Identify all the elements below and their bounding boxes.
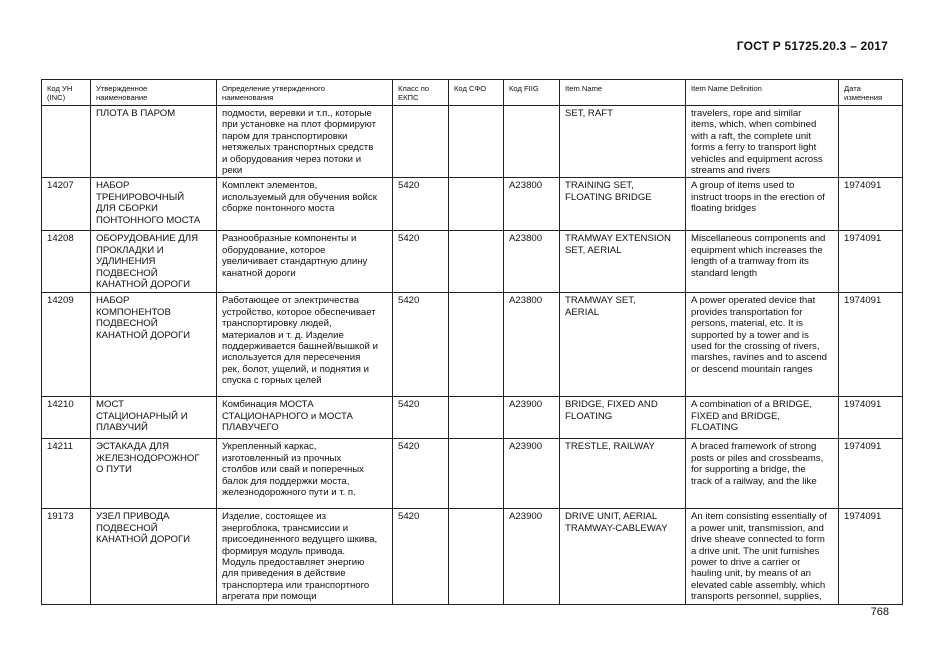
cell-item-def: A power operated device that provides transportation for persons, material, etc. It is supported by a tower and is used for the crossing of rivers, marshes, ravines and to ascend or descend mountain ranges bbox=[686, 293, 839, 397]
document-code: ГОСТ Р 51725.20.3 – 2017 bbox=[736, 39, 888, 53]
cell-item-name: TRESTLE, RAILWAY bbox=[560, 439, 686, 509]
header-col-item-name: Item Name bbox=[560, 80, 686, 106]
cell-item-name: BRIDGE, FIXED AND FLOATING bbox=[560, 397, 686, 439]
cell-fiig bbox=[504, 106, 560, 178]
cell-inc: 19173 bbox=[42, 509, 91, 605]
cell-item-name: TRAMWAY SET, AERIAL bbox=[560, 293, 686, 397]
header-col-def-ru: Определение утвержденного наименования bbox=[217, 80, 393, 106]
cell-fiig: A23900 bbox=[504, 439, 560, 509]
header-col-fiig: Код FIIG bbox=[504, 80, 560, 106]
cell-ekps: 5420 bbox=[393, 293, 449, 397]
cell-sfo bbox=[449, 439, 504, 509]
cell-name-ru: ОБОРУДОВАНИЕ ДЛЯ ПРОКЛАДКИ И УДЛИНЕНИЯ ПОДВЕСНОЙ КАНАТНОЙ ДОРОГИ bbox=[91, 231, 217, 293]
cell-item-name: SET, RAFT bbox=[560, 106, 686, 178]
table-row bbox=[42, 509, 903, 605]
table-row bbox=[42, 397, 903, 439]
page-number: 768 bbox=[870, 606, 889, 618]
table-row bbox=[42, 293, 903, 397]
cell-inc: 14209 bbox=[42, 293, 91, 397]
cell-name-ru: ЭСТАКАДА ДЛЯ ЖЕЛЕЗНОДОРОЖНОГ О ПУТИ bbox=[91, 439, 217, 509]
cell-item-name: TRAMWAY EXTENSION SET, AERIAL bbox=[560, 231, 686, 293]
header-col-item-def: Item Name Definition bbox=[686, 80, 839, 106]
table-header-row bbox=[42, 80, 903, 106]
cell-ekps: 5420 bbox=[393, 439, 449, 509]
table-row bbox=[42, 178, 903, 231]
cell-ekps: 5420 bbox=[393, 231, 449, 293]
cell-sfo bbox=[449, 231, 504, 293]
cell-name-ru: ПЛОТА В ПАРОМ bbox=[91, 106, 217, 178]
cell-item-def: Miscellaneous components and equipment which increases the length of a tramway from its standard length bbox=[686, 231, 839, 293]
cell-date: 1974091 bbox=[839, 231, 903, 293]
table-body bbox=[42, 106, 903, 605]
cell-item-def: travelers, rope and similar items, which, when combined with a raft, the complete unit forms a ferry to transport light vehicles and equipment across streams and rivers bbox=[686, 106, 839, 178]
cell-ekps: 5420 bbox=[393, 397, 449, 439]
cell-date: 1974091 bbox=[839, 397, 903, 439]
header-col-inc: Код УН (INC) bbox=[42, 80, 91, 106]
table-row bbox=[42, 231, 903, 293]
cell-name-ru: НАБОР ТРЕНИРОВОЧНЫЙ ДЛЯ СБОРКИ ПОНТОННОГО МОСТА bbox=[91, 178, 217, 231]
catalog-table bbox=[41, 79, 903, 605]
cell-sfo bbox=[449, 106, 504, 178]
cell-date bbox=[839, 106, 903, 178]
cell-def-ru: подмости, веревки и т.п., которые при установке на плот формируют паром для транспортировки нетяжелых транспортных средств и оборудования через потоки и реки bbox=[217, 106, 393, 178]
cell-def-ru: Комбинация МОСТА СТАЦИОНАРНОГО и МОСТА ПЛАВУЧЕГО bbox=[217, 397, 393, 439]
cell-fiig: A23800 bbox=[504, 293, 560, 397]
cell-date: 1974091 bbox=[839, 293, 903, 397]
cell-ekps: 5420 bbox=[393, 509, 449, 605]
cell-def-ru: Изделие, состоящее из энергоблока, трансмиссии и присоединенного ведущего шкива, формируя модуль привода. Модуль предоставляет энергию для приведения в действие транспортера или транспортного агрегата при помощи bbox=[217, 509, 393, 605]
cell-name-ru: УЗЕЛ ПРИВОДА ПОДВЕСНОЙ КАНАТНОЙ ДОРОГИ bbox=[91, 509, 217, 605]
cell-date: 1974091 bbox=[839, 509, 903, 605]
cell-item-name: TRAINING SET, FLOATING BRIDGE bbox=[560, 178, 686, 231]
header-col-sfo: Код СФО bbox=[449, 80, 504, 106]
cell-date: 1974091 bbox=[839, 178, 903, 231]
header-col-name-ru: Утвержденное наименование bbox=[91, 80, 217, 106]
header-col-ekps: Класс по ЕКПС bbox=[393, 80, 449, 106]
cell-item-def: An item consisting essentially of a power unit, transmission, and drive sheave connected to form a drive unit. The unit furnishes power to drive a carrier or hauling unit, by means of an elevated cable assembly, which transports personnel, supplies, bbox=[686, 509, 839, 605]
cell-name-ru: НАБОР КОМПОНЕНТОВ ПОДВЕСНОЙ КАНАТНОЙ ДОРОГИ bbox=[91, 293, 217, 397]
cell-item-def: A braced framework of strong posts or piles and crossbeams, for supporting a bridge, the track of a railway, and the like bbox=[686, 439, 839, 509]
cell-def-ru: Укрепленный каркас, изготовленный из прочных столбов или свай и поперечных балок для поддержки моста, железнодорожного пути и т. п. bbox=[217, 439, 393, 509]
cell-inc: 14210 bbox=[42, 397, 91, 439]
cell-inc: 14208 bbox=[42, 231, 91, 293]
cell-ekps bbox=[393, 106, 449, 178]
cell-inc: 14207 bbox=[42, 178, 91, 231]
cell-item-name: DRIVE UNIT, AERIAL TRAMWAY-CABLEWAY bbox=[560, 509, 686, 605]
cell-def-ru: Разнообразные компоненты и оборудование, которое увеличивает стандартную длину канатной дороги bbox=[217, 231, 393, 293]
cell-fiig: A23800 bbox=[504, 178, 560, 231]
table-row bbox=[42, 106, 903, 178]
cell-inc bbox=[42, 106, 91, 178]
cell-inc: 14211 bbox=[42, 439, 91, 509]
table-row bbox=[42, 439, 903, 509]
cell-def-ru: Работающее от электричества устройство, которое обеспечивает транспортировку людей, материалов и т. д. Изделие поддерживается башней/вышкой и используется для пересечения рек, болот, ущелий, и поднятия и спуска с горных целей bbox=[217, 293, 393, 397]
cell-sfo bbox=[449, 178, 504, 231]
cell-item-def: A group of items used to instruct troops in the erection of floating bridges bbox=[686, 178, 839, 231]
cell-date: 1974091 bbox=[839, 439, 903, 509]
cell-sfo bbox=[449, 509, 504, 605]
cell-fiig: A23900 bbox=[504, 509, 560, 605]
cell-sfo bbox=[449, 293, 504, 397]
cell-fiig: A23900 bbox=[504, 397, 560, 439]
cell-fiig: A23800 bbox=[504, 231, 560, 293]
cell-ekps: 5420 bbox=[393, 178, 449, 231]
header-col-date: Дата изменения bbox=[839, 80, 903, 106]
cell-name-ru: МОСТ СТАЦИОНАРНЫЙ И ПЛАВУЧИЙ bbox=[91, 397, 217, 439]
cell-item-def: A combination of a BRIDGE, FIXED and BRIDGE, FLOATING bbox=[686, 397, 839, 439]
cell-sfo bbox=[449, 397, 504, 439]
cell-def-ru: Комплект элементов, используемый для обучения войск сборке понтонного моста bbox=[217, 178, 393, 231]
